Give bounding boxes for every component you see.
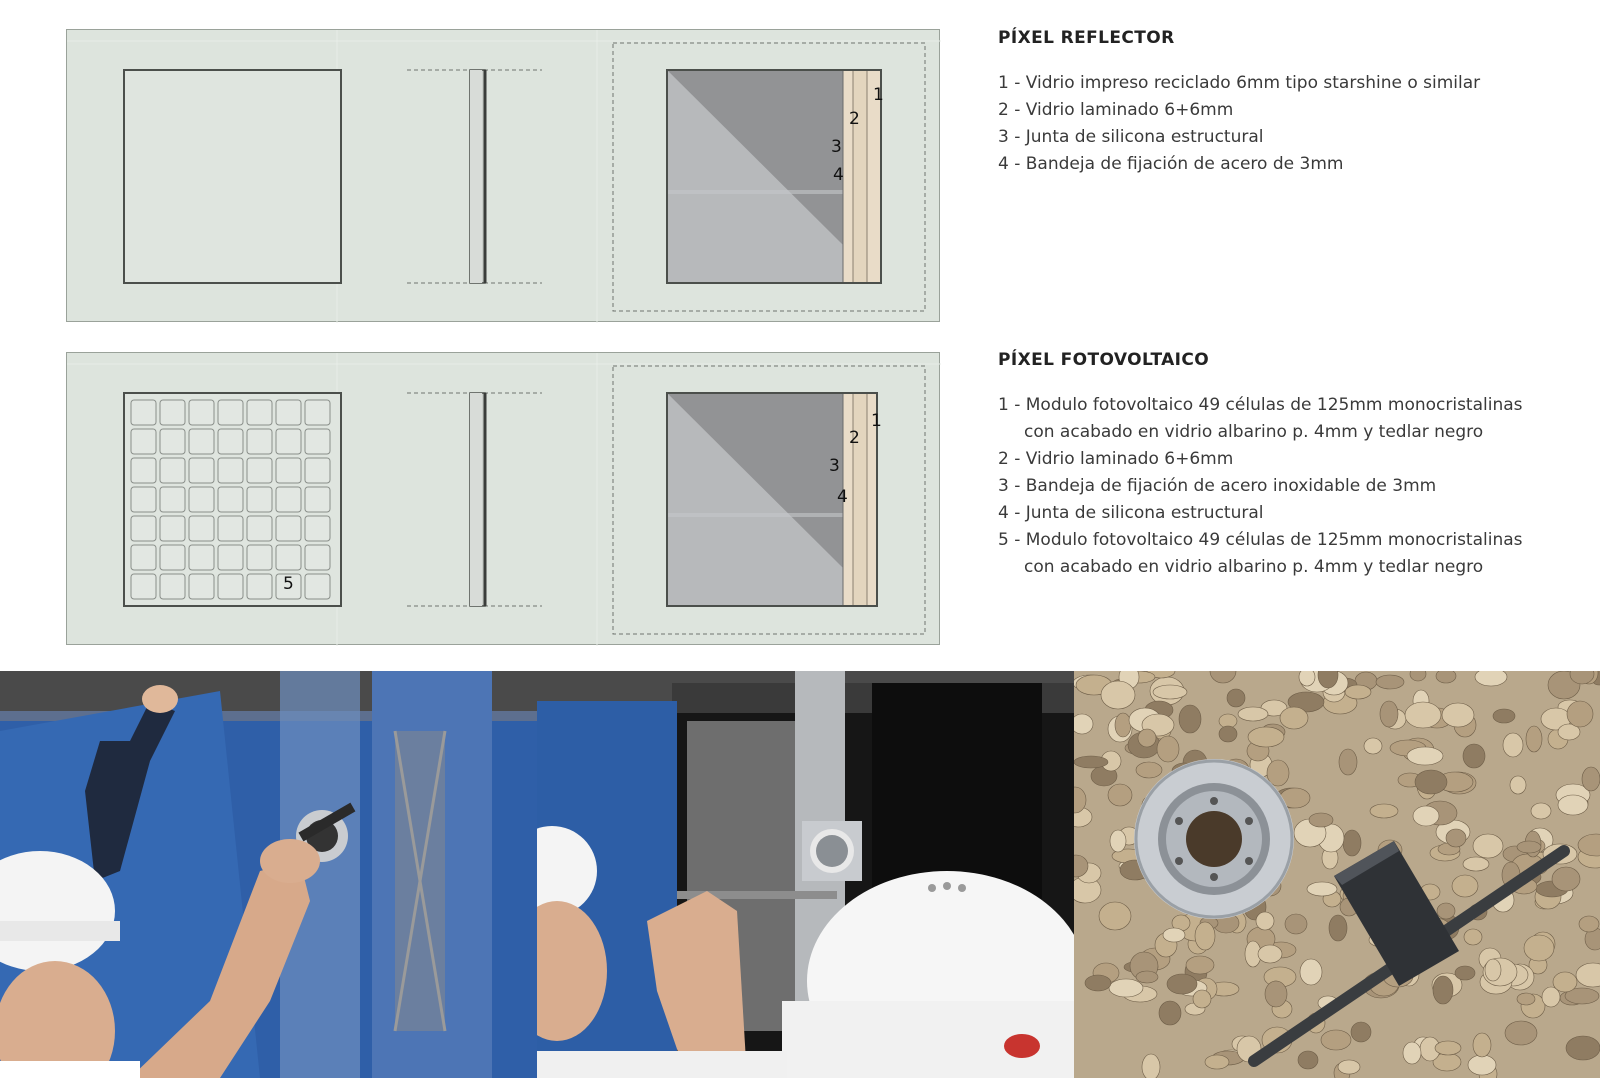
pebble: [1298, 1051, 1318, 1069]
pebble: [1464, 929, 1482, 945]
pebble: [1473, 834, 1503, 858]
pv-cell: [160, 429, 185, 454]
pebble: [1380, 701, 1398, 727]
pebble: [1099, 902, 1131, 930]
pv-cell: [218, 429, 243, 454]
reflector-callout-4: 4: [833, 165, 844, 185]
pebble: [1085, 975, 1111, 991]
pebble: [1299, 671, 1315, 686]
pebble: [1136, 971, 1158, 983]
pv-cell: [276, 516, 301, 541]
pebble: [1205, 1055, 1229, 1069]
pebble: [1553, 972, 1577, 992]
photovoltaic-callout-4: 4: [837, 487, 848, 507]
pebble: [1195, 922, 1215, 950]
pv-cell: [189, 545, 214, 570]
pebble: [1582, 767, 1600, 791]
pv-cell: [189, 516, 214, 541]
pebble: [1193, 990, 1211, 1008]
pebble: [1475, 671, 1507, 686]
pebble: [1436, 671, 1456, 683]
pebble: [1227, 689, 1245, 707]
pv-cell: [247, 487, 272, 512]
pv-cell: [305, 458, 330, 483]
reflector-title: PÍXEL REFLECTOR: [998, 28, 1175, 48]
pebble: [1074, 756, 1108, 768]
reflector-drawing: [67, 30, 941, 323]
photovoltaic-legend: [998, 350, 1523, 581]
pebble: [1186, 956, 1214, 974]
pv-cell: [305, 545, 330, 570]
pebble: [1405, 702, 1441, 728]
photovoltaic-drawing-panel: [66, 352, 940, 645]
pebble: [1433, 976, 1453, 1004]
pebble: [1142, 1054, 1160, 1078]
reflector-section-view: [667, 70, 881, 283]
photovoltaic-callout-5: 5: [283, 574, 294, 594]
pv-cell: [305, 487, 330, 512]
photovoltaic-drawing: [67, 353, 941, 646]
pv-cell: [189, 400, 214, 425]
photovoltaic-item-1: 1 - Modulo fotovoltaico 49 células de 125mm monocristalinas: [998, 395, 1523, 415]
pv-cell: [305, 429, 330, 454]
pebble: [1442, 703, 1474, 727]
pebble: [1238, 707, 1268, 721]
pv-cell: [189, 429, 214, 454]
pebble: [1413, 806, 1439, 826]
pv-cell-grid: [131, 400, 330, 599]
pebble: [1463, 857, 1489, 871]
pebble: [1452, 875, 1478, 897]
pebble: [1285, 914, 1307, 934]
pebble: [1167, 974, 1197, 994]
reflector-side-view: [470, 70, 485, 283]
pebble: [1339, 749, 1357, 775]
pv-cell: [276, 545, 301, 570]
pv-cell: [131, 545, 156, 570]
photovoltaic-item-5-cont: con acabado en vidrio albarino p. 4mm y tedlar negro: [1024, 557, 1484, 577]
photo-worker-installing-panel: [537, 671, 1074, 1078]
pebble: [1101, 681, 1135, 709]
pebble: [1579, 916, 1599, 932]
pebble: [1415, 770, 1447, 794]
pv-cell: [247, 516, 272, 541]
reflector-item-3: 3 - Junta de silicona estructural: [998, 127, 1264, 147]
reflector-callout-1: 1: [873, 85, 884, 105]
photo-fixing-part-on-gravel: [1074, 671, 1600, 1078]
pebble: [1109, 979, 1143, 997]
pv-cell: [276, 429, 301, 454]
pv-cell: [160, 400, 185, 425]
photovoltaic-item-1-cont: con acabado en vidrio albarino p. 4mm y tedlar negro: [1024, 422, 1484, 442]
photovoltaic-item-2: 2 - Vidrio laminado 6+6mm: [998, 449, 1234, 469]
photo-strip: [0, 671, 1600, 1078]
pebble: [1517, 841, 1541, 853]
pv-cell: [276, 458, 301, 483]
reflector-front-view: [124, 70, 341, 283]
pebble: [1552, 867, 1580, 891]
pebble: [1526, 726, 1542, 752]
pebble: [1351, 1022, 1371, 1042]
pv-cell: [276, 400, 301, 425]
pebble: [1219, 726, 1237, 742]
pv-cell: [131, 429, 156, 454]
photovoltaic-item-4: 4 - Junta de silicona estructural: [998, 503, 1264, 523]
pebble: [1138, 729, 1156, 747]
reflector-callout-2: 2: [849, 109, 860, 129]
pebble: [1157, 736, 1179, 762]
pv-cell: [218, 400, 243, 425]
pv-cell: [131, 400, 156, 425]
pebble: [1136, 762, 1162, 778]
pebble: [1343, 830, 1361, 856]
pebble: [1153, 685, 1187, 699]
reflector-item-2: 2 - Vidrio laminado 6+6mm: [998, 100, 1234, 120]
reflector-drawing-panel: [66, 29, 940, 322]
pebble: [1370, 804, 1398, 818]
pv-cell: [160, 458, 185, 483]
pebble: [1280, 707, 1308, 729]
pebble: [1473, 1033, 1491, 1057]
pv-cell: [247, 429, 272, 454]
pebble: [1338, 1060, 1360, 1074]
pebble: [1493, 709, 1515, 723]
pebble: [1485, 959, 1501, 981]
pebble: [1309, 813, 1333, 827]
pebble: [1524, 935, 1554, 961]
pv-cell: [218, 487, 243, 512]
pebble: [1468, 1055, 1496, 1075]
photovoltaic-side-view: [470, 393, 485, 606]
pv-cell: [218, 458, 243, 483]
photovoltaic-front-view: [124, 393, 341, 606]
pv-cell: [131, 516, 156, 541]
pebble: [1115, 713, 1131, 737]
pebble: [1258, 945, 1282, 963]
pebble: [1437, 903, 1455, 919]
photovoltaic-callout-3: 3: [829, 456, 840, 476]
pv-cell: [218, 574, 243, 599]
pebble: [1179, 705, 1201, 733]
pebble: [1407, 747, 1443, 765]
pv-cell: [305, 400, 330, 425]
pebble: [1267, 760, 1289, 786]
pv-cell: [247, 574, 272, 599]
pebble: [1455, 966, 1475, 980]
pebble: [1110, 830, 1126, 852]
reflector-item-1: 1 - Vidrio impreso reciclado 6mm tipo starshine o similar: [998, 73, 1481, 93]
pv-cell: [160, 516, 185, 541]
pebble: [1558, 795, 1588, 815]
pebble: [1403, 1042, 1421, 1064]
pebble: [1345, 685, 1371, 699]
pebble: [1300, 959, 1322, 985]
pv-cell: [160, 545, 185, 570]
pv-cell: [131, 487, 156, 512]
pv-cell: [247, 458, 272, 483]
pebble: [1505, 1021, 1537, 1045]
pebble: [1517, 993, 1535, 1005]
pebble: [1321, 1030, 1351, 1050]
pebble: [1510, 776, 1526, 794]
photovoltaic-item-3: 3 - Bandeja de fijación de acero inoxidable de 3mm: [998, 476, 1437, 496]
photovoltaic-title: PÍXEL FOTOVOLTAICO: [998, 350, 1210, 370]
pv-cell: [218, 545, 243, 570]
pv-cell: [247, 545, 272, 570]
pebble: [1256, 912, 1274, 930]
pv-cell: [276, 487, 301, 512]
pv-cell: [218, 516, 243, 541]
reflector-legend: [998, 28, 1480, 178]
pv-cell: [189, 574, 214, 599]
pebble: [1503, 733, 1523, 757]
pebble: [1248, 727, 1284, 747]
pebble: [1435, 1041, 1461, 1055]
pebble: [1531, 803, 1551, 819]
pebble: [1376, 675, 1404, 689]
pv-cell: [305, 516, 330, 541]
pebble: [1163, 928, 1185, 942]
pebble: [1074, 714, 1093, 734]
pebble: [1567, 701, 1593, 727]
pebble: [1463, 744, 1485, 768]
reflector-item-4: 4 - Bandeja de fijación de acero de 3mm: [998, 154, 1344, 174]
pv-cell: [160, 487, 185, 512]
pebble: [1329, 915, 1347, 941]
pebble: [1566, 1036, 1600, 1060]
photovoltaic-item-5: 5 - Modulo fotovoltaico 49 células de 125mm monocristalinas: [998, 530, 1523, 550]
reflector-callout-3: 3: [831, 137, 842, 157]
pv-cell: [305, 574, 330, 599]
pebble: [1159, 1001, 1181, 1025]
pebble: [1265, 981, 1287, 1007]
pebble: [1364, 738, 1382, 754]
pv-cell: [189, 487, 214, 512]
photovoltaic-callout-2: 2: [849, 428, 860, 448]
pv-cell: [160, 574, 185, 599]
photo-workers-marking-facade: [0, 671, 537, 1078]
pv-cell: [247, 400, 272, 425]
pv-cell: [189, 458, 214, 483]
pebble: [1307, 882, 1337, 896]
pebble: [1108, 784, 1132, 806]
pv-cell: [131, 458, 156, 483]
pv-cell: [131, 574, 156, 599]
pebble: [1446, 829, 1466, 847]
photovoltaic-callout-1: 1: [871, 411, 882, 431]
